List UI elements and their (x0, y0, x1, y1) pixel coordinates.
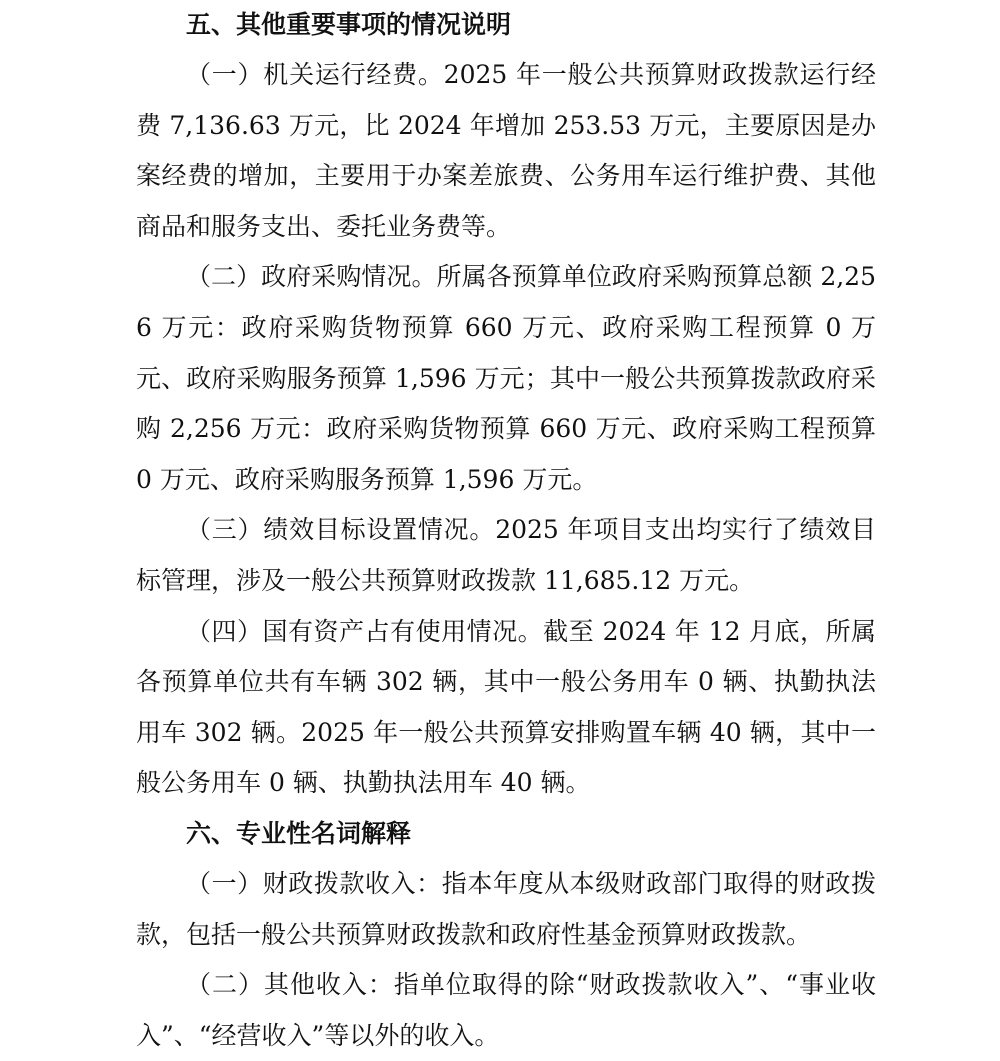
paragraph-text: 所属各预算单位政府采购预算总额 2,256 万元：政府采购货物预算 660 万元、政府采购工程预算 0 万元、政府采购服务预算 1,596 万元；其中一般公共预算拨款政府采购 2,256 万元：政府采购货物预算 660 万元、政府采购工程预算 0 万元、政府采购服务预算 1,596 万元。 (136, 262, 876, 494)
paragraph-lead: （四）国有资产占有使用情况。 (186, 616, 544, 646)
paragraph-government-procurement (136, 252, 876, 505)
paragraph-lead: （二）政府采购情况。 (186, 262, 437, 292)
section-heading-other-matters: 五、其他重要事项的情况说明 (186, 10, 512, 39)
paragraph-lead: （二）其他收入： (186, 970, 394, 1000)
paragraph-operating-expenses (136, 50, 876, 252)
paragraph-other-income (136, 960, 876, 1061)
paragraph-text: 指单位取得的除“财政拨款收入”、“事业收入”、“经营收入”等以外的收入。 (136, 970, 876, 1050)
paragraph-text: 截至 2024 年 12 月底，所属各预算单位共有车辆 302 辆，其中一般公务用车 0 辆、执勤执法用车 302 辆。2025 年一般公共预算安排购置车辆 40 辆，其中一般公务用车 0 辆、执勤执法用车 40 辆。 (136, 616, 876, 798)
paragraph-lead: （三）绩效目标设置情况。 (186, 515, 496, 545)
paragraph-text: 2025 年一般公共预算财政拨款运行经费 7,136.63 万元，比 2024 年增加 253.53 万元，主要原因是办案经费的增加，主要用于办案差旅费、公务用车运行维护费、其他商品和服务支出、委托业务费等。 (136, 60, 876, 241)
paragraph-fiscal-appropriation-income (136, 859, 876, 960)
paragraph-text: 指本年度从本级财政部门取得的财政拨款，包括一般公共预算财政拨款和政府性基金预算财政拨款。 (136, 868, 876, 949)
paragraph-lead: （一）机关运行经费。 (186, 60, 444, 89)
paragraph-text: 2025 年项目支出均实行了绩效目标管理，涉及一般公共预算财政拨款 11,685.12 万元。 (136, 515, 876, 595)
paragraph-performance-targets (136, 505, 876, 606)
section-heading-terminology: 六、专业性名词解释 (186, 818, 412, 848)
paragraph-lead: （一）财政拨款收入： (186, 868, 442, 898)
paragraph-state-assets (136, 607, 876, 809)
